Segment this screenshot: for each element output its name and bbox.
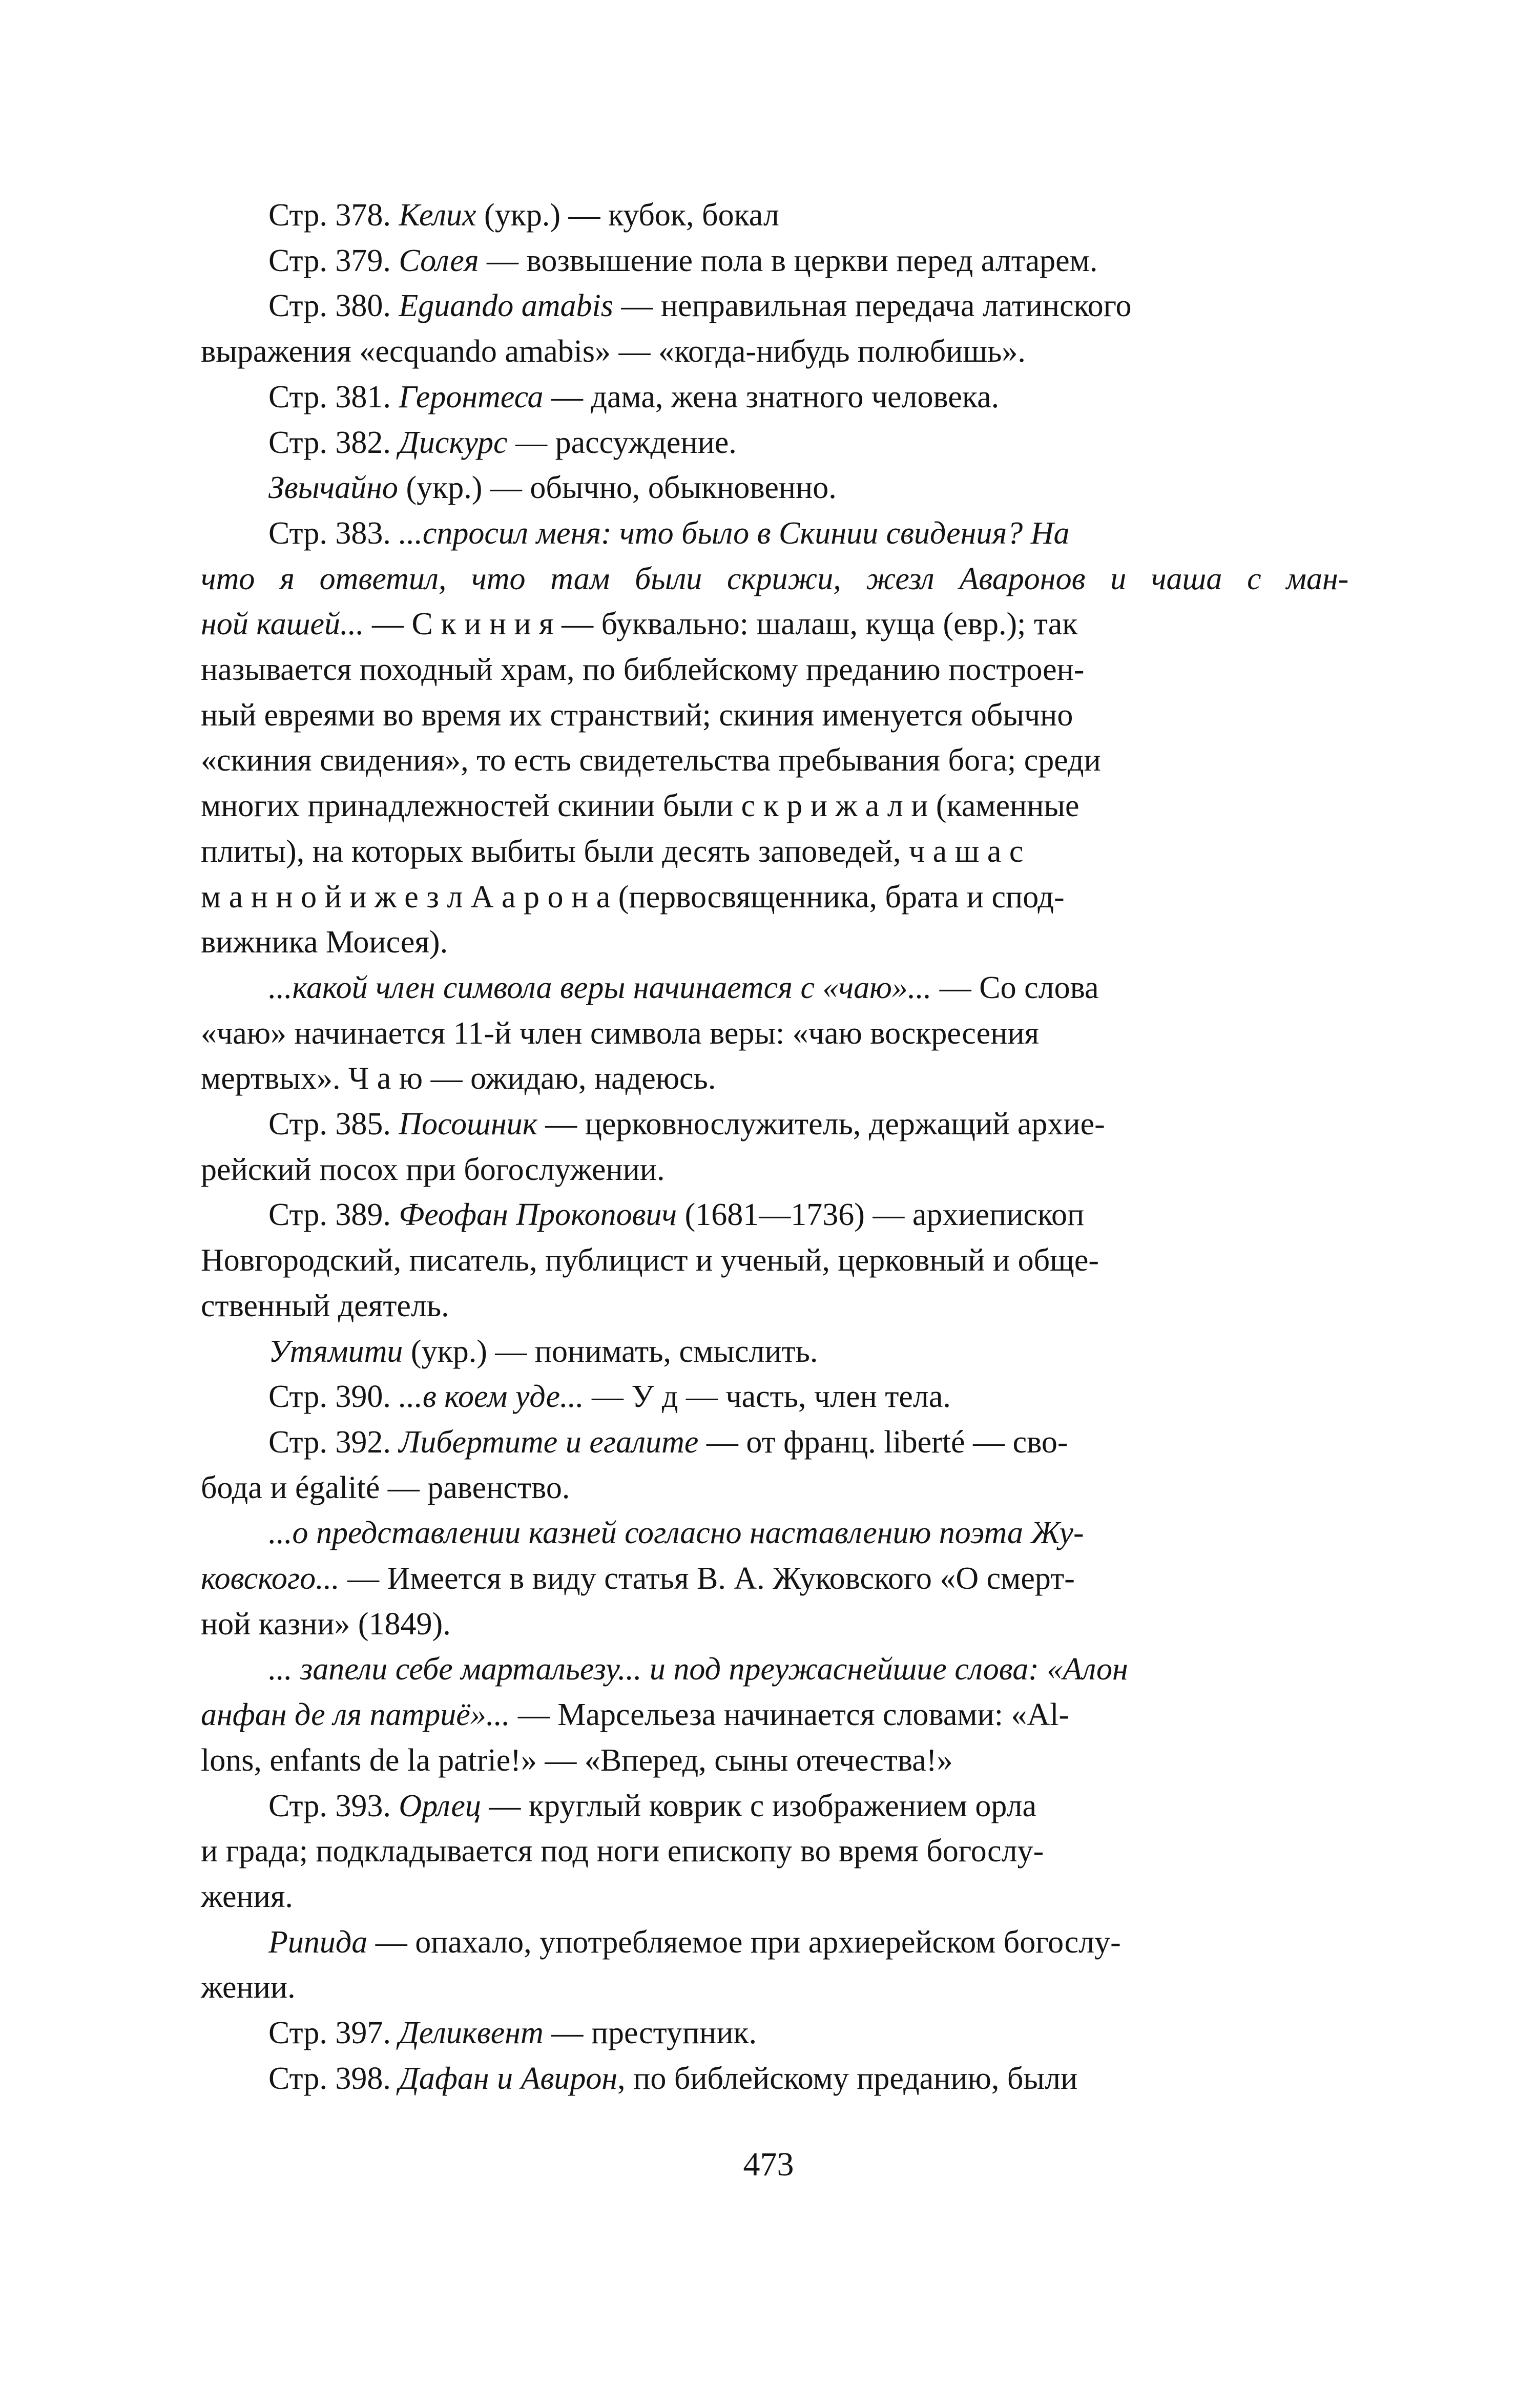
text-run: — церковнослужитель, держащий архие-: [537, 1107, 1105, 1141]
text-run: жении.: [201, 1970, 296, 2005]
text-run: — У д — часть, член тела.: [584, 1379, 951, 1415]
text-run: (укр.) — обычно, обыкновенно.: [398, 470, 837, 506]
text-line: [268, 1422, 1068, 1463]
text-run: — Имеется в виду статья В. А. Жуковского «О смерт-: [339, 1561, 1075, 1596]
text-run: и града; подкладывается под ноги епископу во время богослу-: [201, 1834, 1044, 1869]
italic-term: Посошник: [399, 1107, 537, 1141]
italic-term: анфан де ля патриё»...: [201, 1697, 510, 1733]
italic-term: Eguando amabis: [399, 288, 613, 324]
italic-term: Солея: [399, 243, 479, 278]
text-line: [201, 1285, 449, 1326]
text-line: [201, 1240, 1099, 1281]
text-run: многих принадлежностей скинии были с к р и ж а л и (каменные: [201, 788, 1079, 824]
text-line: [201, 1694, 1069, 1735]
text-line: [268, 285, 1132, 326]
text-line: [201, 1604, 451, 1645]
text-line: [268, 377, 999, 418]
text-line: [268, 1512, 1084, 1553]
text-run: Стр. 379.: [268, 243, 399, 278]
text-run: — преступник.: [543, 2016, 757, 2050]
text-run: — С к и н и я — буквально: шалаш, куща (евр.); так: [364, 607, 1078, 642]
text-line: [201, 604, 1077, 645]
text-line: [268, 1331, 818, 1372]
text-run: мертвых». Ч а ю — ожидаю, надеюсь.: [201, 1061, 716, 1096]
italic-term: Либертите и егалите: [399, 1424, 699, 1460]
italic-term: ковского...: [201, 1561, 340, 1596]
italic-term: ...какой член символа веры начинается с «чаю»...: [268, 970, 932, 1005]
text-run: — Марсельеза начинается словами: «Al-: [510, 1697, 1070, 1733]
text-line: [201, 331, 1026, 372]
text-line: [268, 513, 1070, 554]
text-line: [201, 785, 1079, 826]
text-run: lons, enfants de la patrie!» — «Вперед, сыны отечества!»: [201, 1742, 953, 1778]
text-line: [268, 422, 737, 463]
italic-term: Утямити: [268, 1334, 403, 1369]
text-run: Стр. 378.: [268, 198, 399, 233]
text-line: [201, 649, 1084, 690]
text-run: жения.: [201, 1879, 293, 1914]
text-run: бода и égalité — равенство.: [201, 1470, 570, 1505]
text-run: ной казни» (1849).: [201, 1606, 451, 1642]
text-line: [268, 2058, 1077, 2099]
text-run: Стр. 398.: [268, 2061, 399, 2096]
text-run: ный евреями во время их странствий; скиния именуется обычно: [201, 697, 1073, 733]
italic-term: Дискурс: [399, 425, 508, 460]
text-run: Новгородский, писатель, публицист и ученый, церковный и обще-: [201, 1243, 1099, 1278]
text-line: [268, 240, 1097, 281]
italic-term: Феофан Прокопович: [399, 1197, 677, 1233]
text-run: — дама, жена знатного человека.: [543, 379, 1000, 414]
text-run: м а н н о й и ж е з л А а р о н а (первосвященника, брата и спод-: [201, 879, 1065, 915]
text-run: Стр. 397.: [268, 2016, 399, 2050]
text-run: Стр. 392.: [268, 1424, 399, 1460]
text-line: [201, 831, 1023, 872]
text-run: — опахало, употребляемое при архиерейском богослу-: [367, 1924, 1121, 1960]
text-line: [268, 1922, 1121, 1963]
text-line: [201, 877, 1065, 918]
text-line: [268, 467, 837, 508]
text-line: [201, 1013, 1039, 1054]
text-line: [268, 1786, 1036, 1826]
italic-term: Рипида: [268, 1924, 368, 1960]
text-line: [201, 1831, 1044, 1872]
text-run: Стр. 380.: [268, 288, 399, 324]
text-run: рейский посох при богослужении.: [201, 1152, 665, 1187]
text-line: [268, 1376, 951, 1417]
text-run: Стр. 383.: [268, 515, 399, 551]
text-run: (укр.) — понимать, смыслить.: [403, 1334, 818, 1369]
text-run: «скиния свидения», то есть свидетельства пребывания бога; среди: [201, 743, 1101, 778]
text-line: [201, 558, 1348, 599]
text-run: — Со слова: [931, 970, 1099, 1005]
text-line: [201, 1558, 1075, 1599]
text-run: Стр. 389.: [268, 1197, 399, 1233]
italic-term: что я ответил, что там были скрижи, жезл Аваронов и чаша с ман-: [201, 561, 1349, 596]
text-run: Стр. 393.: [268, 1788, 399, 1823]
text-run: — от франц. liberté — сво-: [698, 1424, 1068, 1460]
text-line: [201, 1467, 570, 1508]
text-line: [268, 1104, 1105, 1145]
text-run: ственный деятель.: [201, 1288, 449, 1323]
text-line: [201, 740, 1101, 781]
text-run: — рассуждение.: [507, 425, 737, 460]
text-run: вижника Моисея).: [201, 925, 448, 960]
text-line: [268, 967, 1099, 1008]
italic-term: Геронтеса: [399, 379, 544, 414]
italic-term: Дафан и Авирон: [399, 2061, 618, 2096]
text-run: называется походный храм, по библейскому преданию построен-: [201, 652, 1085, 687]
text-line: [268, 1194, 1084, 1235]
italic-term: Деликвент: [399, 2016, 544, 2050]
italic-term: ...спросил меня: что было в Скинии свидения? На: [399, 515, 1070, 551]
italic-term: ...о представлении казней согласно наставлению поэта Жу-: [268, 1516, 1084, 1551]
text-run: , по библейскому преданию, были: [617, 2061, 1078, 2096]
text-line: [268, 1649, 1128, 1690]
text-run: — возвышение пола в церкви перед алтарем.: [479, 243, 1098, 278]
text-line: [201, 1149, 664, 1190]
italic-term: Орлец: [399, 1788, 481, 1823]
page-number: 473: [743, 2146, 794, 2183]
italic-term: ... запели себе мартальезу... и под преужаснейшие слова: «Алон: [268, 1652, 1128, 1687]
text-line: [201, 922, 448, 963]
text-line: [268, 2012, 757, 2053]
italic-term: ной кашей...: [201, 607, 364, 642]
text-run: (1681—1736) — архиепископ: [677, 1197, 1085, 1233]
italic-term: ...в коем уде...: [399, 1379, 584, 1415]
text-line: [201, 1058, 716, 1099]
text-run: Стр. 381.: [268, 379, 399, 414]
text-run: Стр. 382.: [268, 425, 399, 460]
text-line: [201, 1967, 296, 2008]
text-line: [201, 1740, 952, 1781]
italic-term: Звычайно: [268, 470, 398, 506]
text-run: — неправильная передача латинского: [613, 288, 1132, 324]
text-run: (укр.) — кубок, бокал: [476, 198, 779, 233]
text-line: [201, 1876, 293, 1917]
italic-term: Келих: [399, 198, 476, 233]
text-run: — круглый коврик с изображением орла: [481, 1788, 1036, 1823]
text-run: плиты), на которых выбиты были десять заповедей, ч а ш а с: [201, 834, 1024, 869]
text-run: выражения «ecquando amabis» — «когда-нибудь полюбишь».: [201, 334, 1026, 369]
text-line: [201, 695, 1073, 736]
text-line: [268, 195, 779, 236]
text-run: «чаю» начинается 11-й член символа веры: «чаю воскресения: [201, 1015, 1040, 1051]
text-run: Стр. 385.: [268, 1107, 399, 1141]
text-run: Стр. 390.: [268, 1379, 399, 1415]
